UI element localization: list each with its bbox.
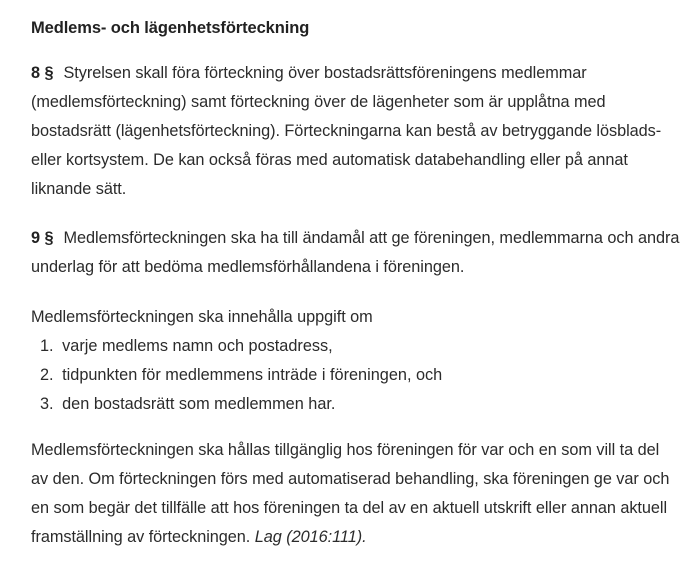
list-item-text: varje medlems namn och postadress, bbox=[62, 337, 333, 355]
closing-text: Medlemsförteckningen ska hållas tillgänglig hos föreningen för var och en som vill ta del av den. Om förteckningen förs med automatiserad behandling, ska föreningen ge var och en som begär det tillfälle att hos föreningen ta del av en aktuell utskrift eller annan aktuell framställning av förteckningen. bbox=[31, 441, 670, 546]
list-item-text: den bostadsrätt som medlemmen har. bbox=[62, 395, 336, 413]
requirements-list bbox=[31, 332, 680, 419]
law-reference: Lag (2016:111). bbox=[254, 528, 367, 546]
section-text: Medlemsförteckningen ska ha till ändamål att ge föreningen, medlemmarna och andra underlag för att bedöma medlemsförhållandena i föreningen. bbox=[31, 229, 680, 276]
section-number: 8 § bbox=[31, 64, 54, 82]
closing-paragraph bbox=[31, 436, 680, 552]
section-number: 9 § bbox=[31, 229, 54, 247]
list-item bbox=[40, 390, 680, 419]
list-item-text: tidpunkten för medlemmens inträde i föreningen, och bbox=[62, 366, 443, 384]
section-9 bbox=[31, 224, 680, 282]
section-8 bbox=[31, 59, 680, 204]
list-intro: Medlemsförteckningen ska innehålla uppgift om bbox=[31, 308, 373, 326]
list-item bbox=[40, 361, 680, 390]
section-text: Styrelsen skall föra förteckning över bostadsrättsföreningens medlemmar (medlemsförteckning) samt förteckning över de lägenheter som är upplåtna med bostadsrätt (lägenhetsförteckning). Förteckningarna kan bestå av betryggande lösblads- eller kortsystem. De kan också föras med automatisk databehandling eller på annat liknande sätt. bbox=[31, 64, 662, 198]
list-item-number: 1. bbox=[40, 337, 54, 355]
page-title: Medlems- och lägenhetsförteckning bbox=[31, 19, 310, 37]
list-item-number: 3. bbox=[40, 395, 54, 413]
list-item-number: 2. bbox=[40, 366, 54, 384]
list-item bbox=[40, 332, 680, 361]
